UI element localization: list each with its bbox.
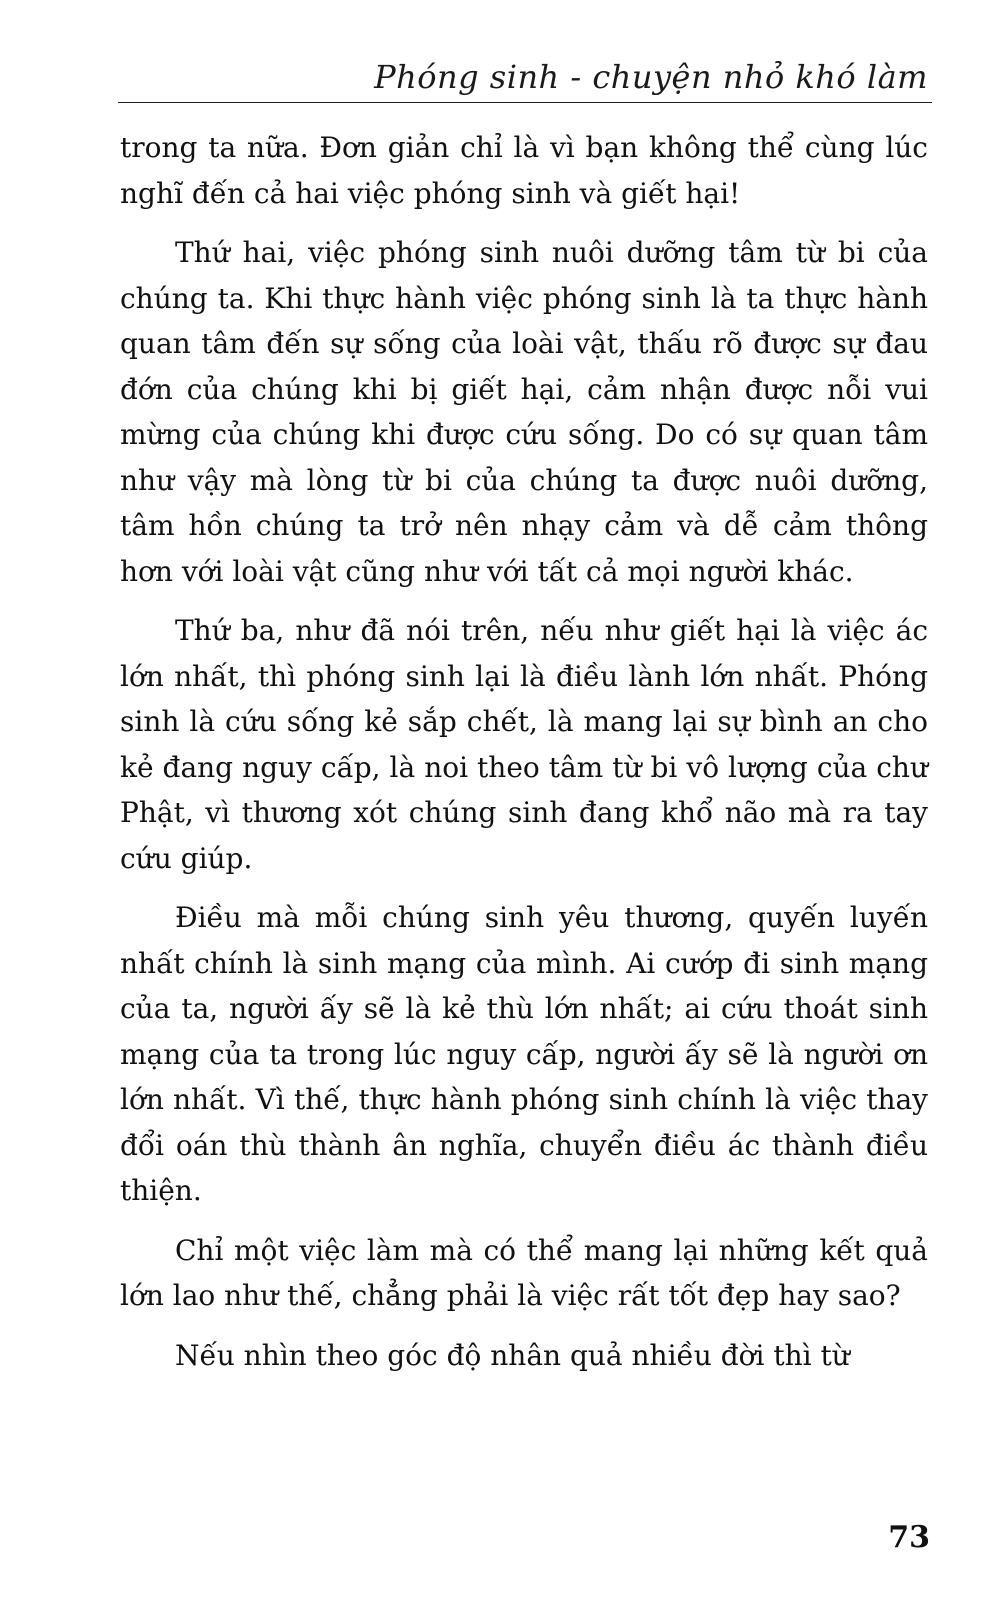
paragraph: Thứ ba, như đã nói trên, nếu như giết hại là việc ác lớn nhất, thì phóng sinh lại là điều lành lớn nhất. Phóng sinh là cứu sống kẻ sắp chết, là mang lại sự bình an cho kẻ đang nguy cấp, là noi theo tâm từ bi vô lượng của chư Phật, vì thương xót chúng sinh đang khổ não mà ra tay cứu giúp.	[120, 614, 928, 875]
running-title: Phóng sinh - chuyện nhỏ khó làm	[374, 58, 928, 96]
paragraph: Chỉ một việc làm mà có thể mang lại những kết quả lớn lao như thế, chẳng phải là việc rất tốt đẹp hay sao?	[120, 1233, 928, 1312]
paragraph: Nếu nhìn theo góc độ nhân quả nhiều đời thì từ	[175, 1338, 850, 1372]
page-header	[118, 50, 932, 103]
paragraph-continuation: trong ta nữa. Đơn giản chỉ là vì bạn không thể cùng lúc nghĩ đến cả hai việc phóng sinh và giết hại!	[120, 131, 928, 210]
paragraph: Thứ hai, việc phóng sinh nuôi dưỡng tâm từ bi của chúng ta. Khi thực hành việc phóng sinh là ta thực hành quan tâm đến sự sống của loài vật, thấu rõ được sự đau đớn của chúng khi bị giết hại, cảm nhận được nỗi vui mừng của chúng khi được cứu sống. Do có sự quan tâm như vậy mà lòng từ bi của chúng ta được nuôi dưỡng, tâm hồn chúng ta trở nên nhạy cảm và dễ cảm thông hơn với loài vật cũng như với tất cả mọi người khác.	[120, 236, 928, 588]
body-text	[120, 125, 928, 1392]
paragraph: Điều mà mỗi chúng sinh yêu thương, quyến luyến nhất chính là sinh mạng của mình. Ai cướp đi sinh mạng của ta, người ấy sẽ là kẻ thù lớn nhất; ai cứu thoát sinh mạng của ta trong lúc nguy cấp, người ấy sẽ là người ơn lớn nhất. Vì thế, thực hành phóng sinh chính là việc thay đổi oán thù thành ân nghĩa, chuyển điều ác thành điều thiện.	[120, 901, 928, 1207]
page-number: 73	[888, 1520, 930, 1555]
